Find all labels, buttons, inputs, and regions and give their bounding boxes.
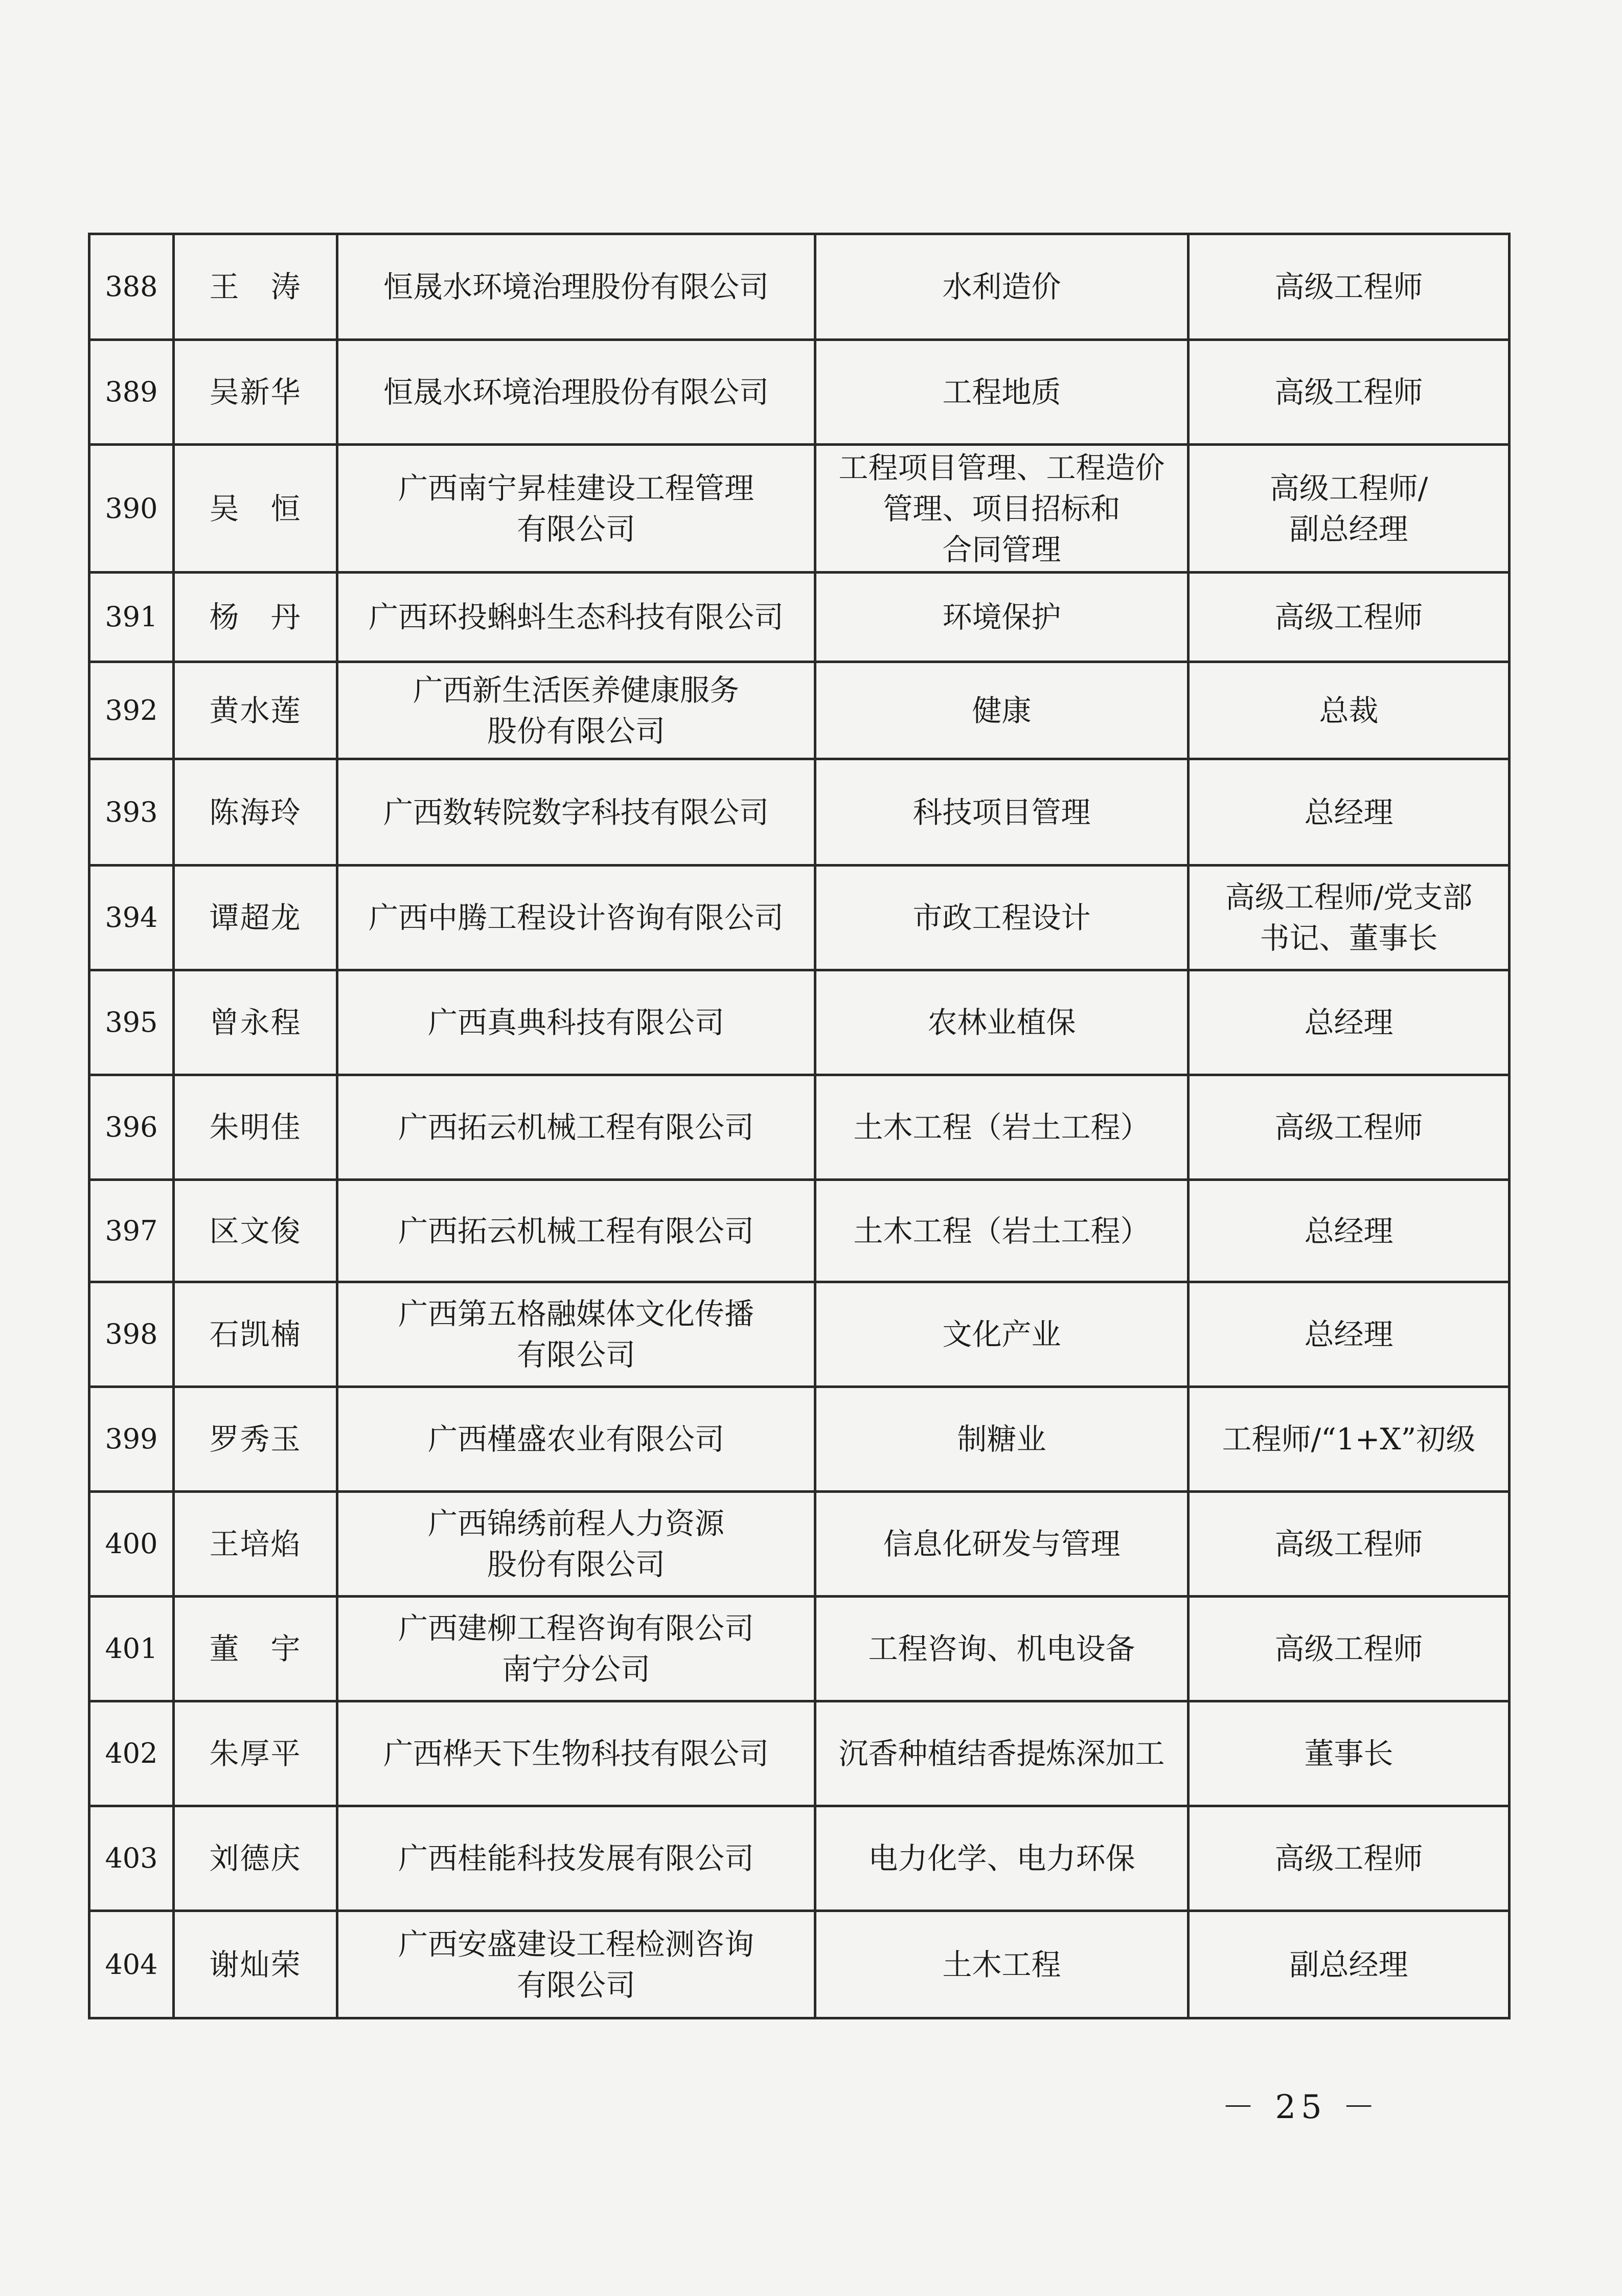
cell-name: 王 涛 [174,234,337,340]
cell-field: 工程地质 [815,340,1189,445]
cell-title: 董事长 [1189,1701,1510,1806]
cell-organization: 广西槿盛农业有限公司 [337,1387,815,1492]
cell-field: 市政工程设计 [815,866,1189,970]
table-body [89,234,1510,2018]
cell-name: 吴 恒 [174,445,337,573]
cell-number: 392 [89,662,174,759]
cell-number: 393 [89,759,174,866]
cell-title: 副总经理 [1189,1911,1510,2018]
cell-name: 朱厚平 [174,1701,337,1806]
cell-name: 王培焰 [174,1492,337,1597]
cell-field: 环境保护 [815,573,1189,662]
cell-name: 黄水莲 [174,662,337,759]
cell-field: 土木工程（岩土工程） [815,1180,1189,1282]
table-row [89,445,1510,573]
cell-name: 杨 丹 [174,573,337,662]
table-row [89,1492,1510,1597]
cell-number: 389 [89,340,174,445]
cell-field: 文化产业 [815,1282,1189,1387]
cell-organization: 广西南宁昇桂建设工程管理 有限公司 [337,445,815,573]
cell-organization: 广西新生活医养健康服务 股份有限公司 [337,662,815,759]
cell-organization: 广西建柳工程咨询有限公司 南宁分公司 [337,1597,815,1701]
cell-number: 394 [89,866,174,970]
cell-name: 董 宇 [174,1597,337,1701]
cell-field: 工程咨询、机电设备 [815,1597,1189,1701]
table-row [89,1180,1510,1282]
table-row [89,970,1510,1075]
cell-title: 高级工程师 [1189,1492,1510,1597]
cell-name: 曾永程 [174,970,337,1075]
table-row [89,1806,1510,1911]
cell-number: 399 [89,1387,174,1492]
cell-field: 沉香种植结香提炼深加工 [815,1701,1189,1806]
cell-organization: 广西第五格融媒体文化传播 有限公司 [337,1282,815,1387]
cell-organization: 恒晟水环境治理股份有限公司 [337,340,815,445]
cell-name: 刘德庆 [174,1806,337,1911]
cell-field: 工程项目管理、工程造价 管理、项目招标和 合同管理 [815,445,1189,573]
cell-name: 区文俊 [174,1180,337,1282]
cell-number: 403 [89,1806,174,1911]
cell-organization: 广西数转院数字科技有限公司 [337,759,815,866]
cell-organization: 广西锦绣前程人力资源 股份有限公司 [337,1492,815,1597]
cell-title: 高级工程师 [1189,1806,1510,1911]
cell-number: 397 [89,1180,174,1282]
cell-field: 电力化学、电力环保 [815,1806,1189,1911]
cell-title: 高级工程师/ 副总经理 [1189,445,1510,573]
cell-title: 总经理 [1189,1282,1510,1387]
cell-organization: 恒晟水环境治理股份有限公司 [337,234,815,340]
cell-name: 谭超龙 [174,866,337,970]
cell-number: 402 [89,1701,174,1806]
table-row [89,340,1510,445]
cell-number: 401 [89,1597,174,1701]
cell-title: 高级工程师/党支部 书记、董事长 [1189,866,1510,970]
cell-organization: 广西环投蝌蚪生态科技有限公司 [337,573,815,662]
table-row [89,234,1510,340]
table-row [89,662,1510,759]
cell-number: 398 [89,1282,174,1387]
cell-field: 科技项目管理 [815,759,1189,866]
cell-field: 土木工程 [815,1911,1189,2018]
cell-title: 总经理 [1189,1180,1510,1282]
cell-field: 水利造价 [815,234,1189,340]
cell-name: 罗秀玉 [174,1387,337,1492]
cell-name: 朱明佳 [174,1075,337,1180]
cell-field: 农林业植保 [815,970,1189,1075]
cell-number: 388 [89,234,174,340]
cell-name: 吴新华 [174,340,337,445]
table-row [89,1597,1510,1701]
cell-title: 高级工程师 [1189,1075,1510,1180]
cell-name: 谢灿荣 [174,1911,337,2018]
cell-organization: 广西桂能科技发展有限公司 [337,1806,815,1911]
cell-number: 404 [89,1911,174,2018]
cell-organization: 广西真典科技有限公司 [337,970,815,1075]
cell-name: 石凯楠 [174,1282,337,1387]
cell-organization: 广西桦天下生物科技有限公司 [337,1701,815,1806]
cell-organization: 广西拓云机械工程有限公司 [337,1180,815,1282]
cell-number: 391 [89,573,174,662]
cell-field: 健康 [815,662,1189,759]
cell-title: 工程师/“1+X”初级 [1189,1387,1510,1492]
table-row [89,1701,1510,1806]
table-row [89,866,1510,970]
table-row [89,573,1510,662]
cell-field: 制糖业 [815,1387,1189,1492]
cell-title: 高级工程师 [1189,573,1510,662]
cell-field: 土木工程（岩土工程） [815,1075,1189,1180]
cell-title: 总经理 [1189,759,1510,866]
cell-number: 390 [89,445,174,573]
cell-title: 高级工程师 [1189,1597,1510,1701]
table-row [89,759,1510,866]
cell-number: 395 [89,970,174,1075]
cell-title: 高级工程师 [1189,340,1510,445]
cell-title: 总经理 [1189,970,1510,1075]
cell-title: 高级工程师 [1189,234,1510,340]
table-row [89,1282,1510,1387]
cell-number: 400 [89,1492,174,1597]
cell-organization: 广西安盛建设工程检测咨询 有限公司 [337,1911,815,2018]
table-row [89,1911,1510,2018]
cell-organization: 广西拓云机械工程有限公司 [337,1075,815,1180]
cell-number: 396 [89,1075,174,1180]
cell-name: 陈海玲 [174,759,337,866]
cell-field: 信息化研发与管理 [815,1492,1189,1597]
table-row [89,1387,1510,1492]
page-number: － 25 － [1222,2088,1381,2126]
personnel-table [88,233,1511,2019]
cell-title: 总裁 [1189,662,1510,759]
table-row [89,1075,1510,1180]
cell-organization: 广西中腾工程设计咨询有限公司 [337,866,815,970]
